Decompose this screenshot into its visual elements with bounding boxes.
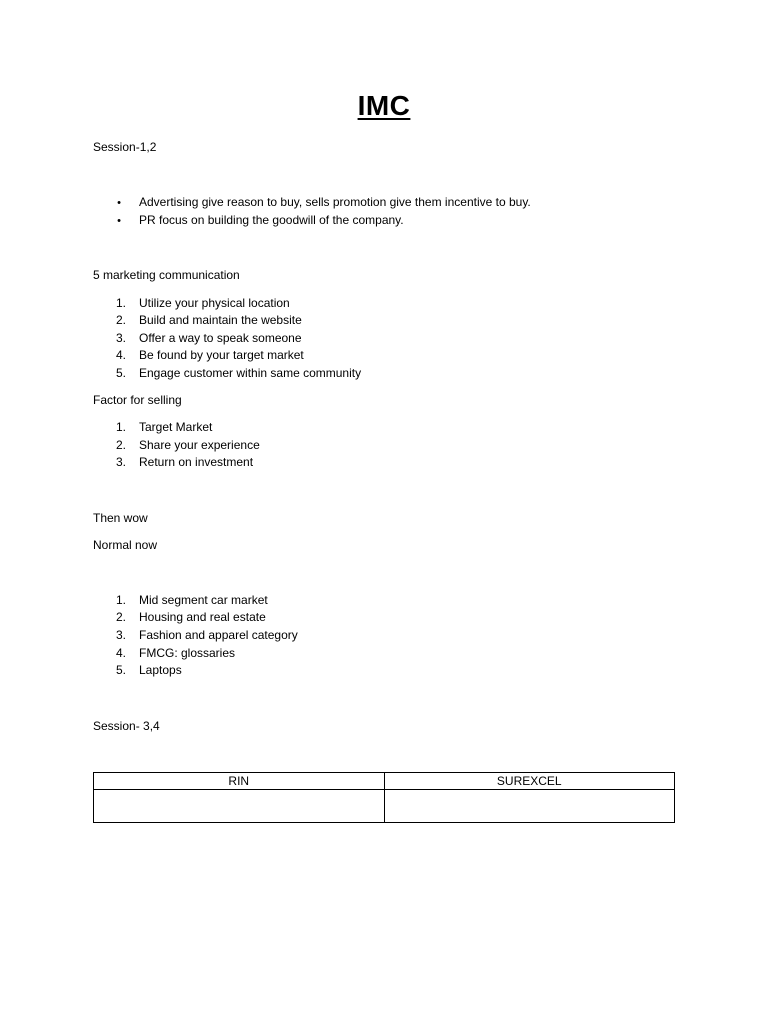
marketing-list-item — [93, 348, 304, 363]
list-item-text: Housing and real estate — [139, 610, 266, 624]
list-number: 1. — [115, 296, 126, 310]
list-number: 2. — [115, 313, 126, 327]
selling-list-item — [93, 455, 253, 470]
bullet-icon: • — [117, 197, 121, 209]
table-cell — [94, 790, 385, 823]
selling-list-item — [93, 420, 212, 435]
list-number: 3. — [115, 628, 126, 642]
marketing-list-item — [93, 366, 361, 381]
list-number: 2. — [115, 438, 126, 452]
list-item-text: Fashion and apparel category — [139, 628, 298, 642]
list-item-text: Build and maintain the website — [139, 313, 302, 327]
table-cell — [384, 790, 675, 823]
comparison-table — [93, 772, 675, 823]
list-number: 3. — [115, 331, 126, 345]
bullet-icon: • — [117, 215, 121, 227]
list-item-text: Laptops — [139, 663, 182, 677]
table-header-rin: RIN — [94, 773, 385, 790]
session-heading-2: Session- 3,4 — [93, 719, 160, 733]
marketing-list-item — [93, 313, 302, 328]
list-number: 3. — [115, 455, 126, 469]
bullet-item — [93, 195, 531, 211]
list-item-text: Share your experience — [139, 438, 260, 452]
list-item-text: Engage customer within same community — [139, 366, 362, 380]
marketing-heading: 5 marketing communication — [93, 268, 240, 282]
table-header-row — [94, 773, 675, 790]
list-number: 2. — [115, 610, 126, 624]
list-number: 1. — [115, 420, 126, 434]
segment-list-item — [93, 663, 182, 678]
bullet-text: Advertising give reason to buy, sells promotion give them incentive to buy. — [139, 195, 531, 209]
segment-list-item — [93, 628, 298, 643]
list-item-text: Be found by your target market — [139, 348, 304, 362]
marketing-list-item — [93, 296, 290, 311]
list-number: 5. — [115, 663, 126, 677]
list-number: 1. — [115, 593, 126, 607]
bullet-text: PR focus on building the goodwill of the company. — [139, 213, 404, 227]
selling-heading: Factor for selling — [93, 393, 182, 407]
table-header-surexcel: SUREXCEL — [384, 773, 675, 790]
bullet-item — [93, 213, 404, 229]
table-row — [94, 790, 675, 823]
segment-list-item — [93, 593, 268, 608]
marketing-list-item — [93, 331, 302, 346]
list-number: 5. — [115, 366, 126, 380]
selling-list-item — [93, 438, 260, 453]
list-item-text: Utilize your physical location — [139, 296, 290, 310]
list-item-text: Offer a way to speak someone — [139, 331, 302, 345]
list-number: 4. — [115, 348, 126, 362]
segment-list-item — [93, 646, 235, 661]
list-item-text: Target Market — [139, 420, 213, 434]
list-item-text: Mid segment car market — [139, 593, 268, 607]
normal-now-text: Normal now — [93, 538, 158, 552]
segment-list-item — [93, 610, 266, 625]
list-number: 4. — [115, 646, 126, 660]
list-item-text: FMCG: glossaries — [139, 646, 236, 660]
then-wow-text: Then wow — [93, 511, 148, 525]
session-heading-1: Session-1,2 — [93, 140, 157, 154]
list-item-text: Return on investment — [139, 455, 254, 469]
document-title: IMC — [357, 90, 411, 121]
